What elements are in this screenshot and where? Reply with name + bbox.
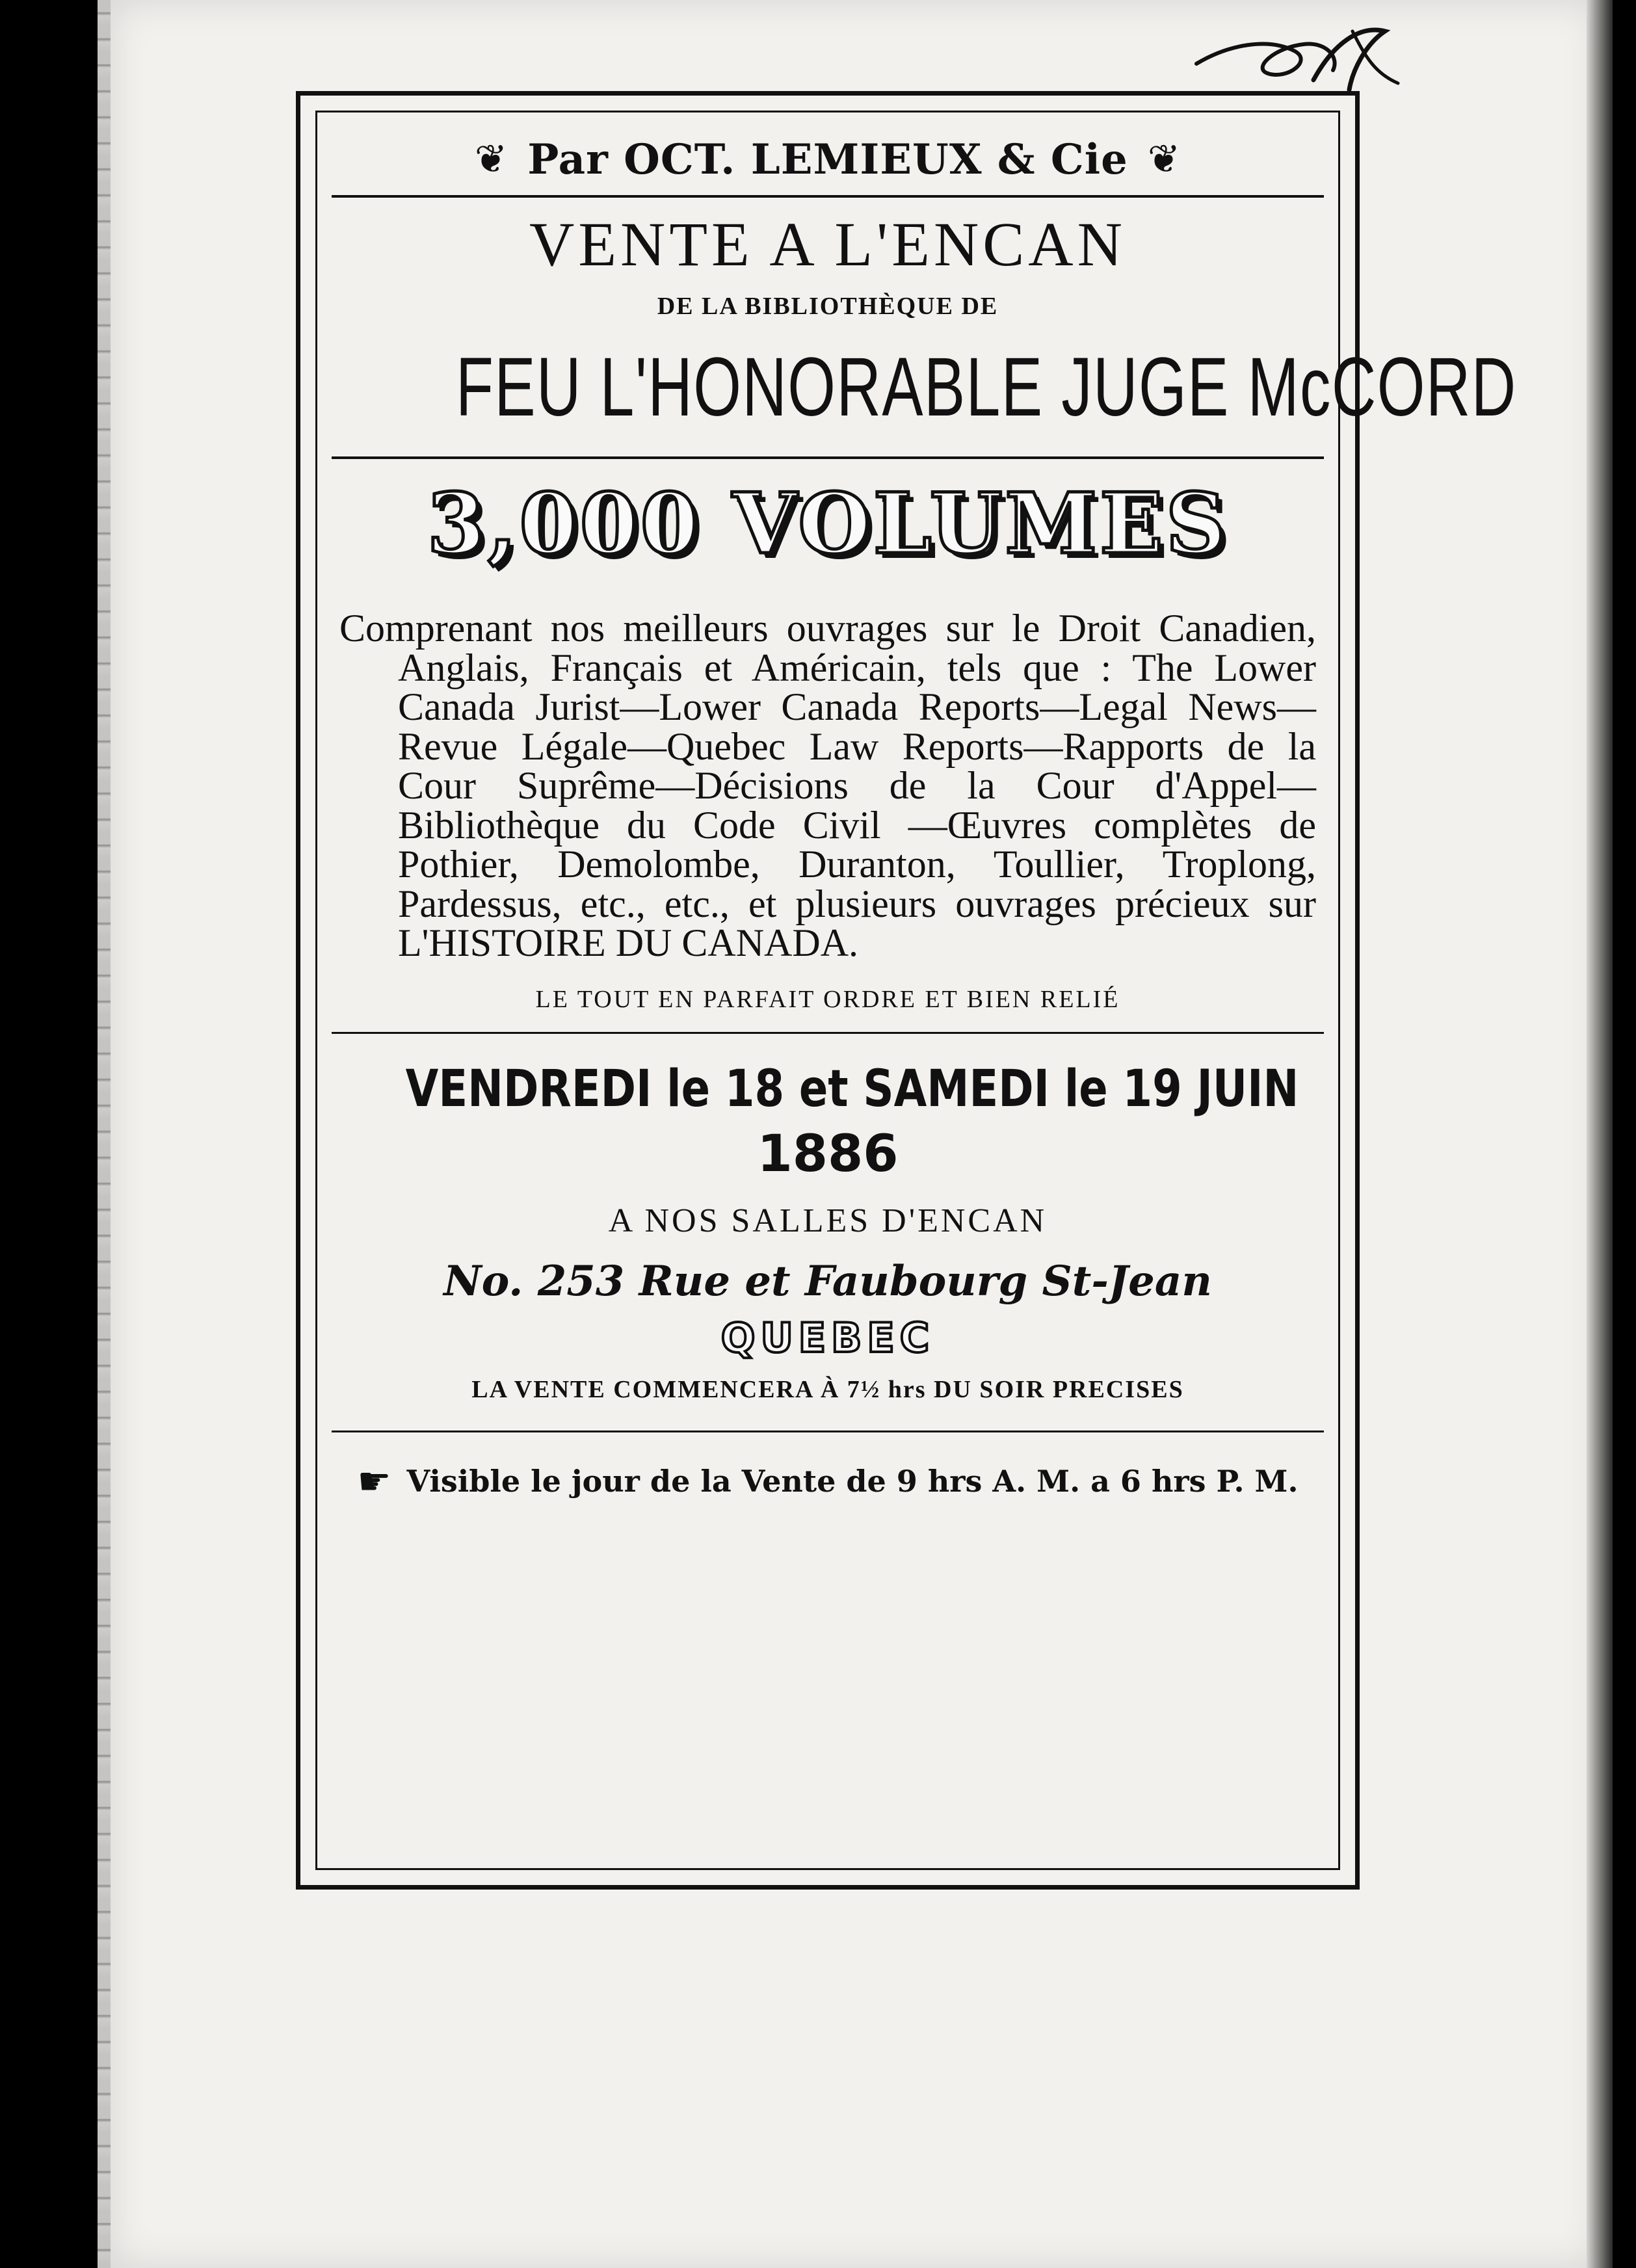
poster-content: [325, 124, 1517, 1530]
address-line: No. 253 Rue et Faubourg St-Jean: [443, 1256, 1212, 1306]
volumes-heading: 3,000 VOLUMES: [427, 475, 1229, 573]
handwritten-signature: [1190, 18, 1405, 96]
publisher-text: Par OCT. LEMIEUX & Cie: [527, 135, 1128, 184]
sale-dates: VENDREDI le 18 et SAMEDI le 19 JUIN: [405, 1059, 1299, 1118]
title-vente: VENTE A L'ENCAN: [529, 209, 1126, 279]
fleuron-icon: ❦: [1147, 137, 1181, 182]
divider-rule: [332, 1032, 1324, 1034]
start-time-line: LA VENTE COMMENCERA À 7½ hrs DU SOIR PRECISES: [471, 1375, 1184, 1403]
sale-year: 1886: [757, 1124, 899, 1183]
subtitle-bibliotheque: DE LA BIBLIOTHÈQUE DE: [657, 293, 999, 320]
city-name: QUEBEC: [720, 1313, 935, 1362]
description-paragraph: Comprenant nos meilleurs ouvrages sur le Droit Canadien, Anglais, Français et Américain, tels que : The Lower Canada Jurist—Lower Canada Reports—Legal News—Revue Légale—Quebec Law Reports—Rapports de la Cour Suprême—Décisions de la Cour d'Appel—Bibliothèque du Code Civil —Œuvres complètes de Pothier, Demolombe, Duranton, Toullier, Troplong, Pardessus, etc., etc., et plusieurs ouvrages précieux sur L'HISTOIRE DU CANADA.: [339, 607, 1316, 964]
publisher-line: [325, 124, 1330, 195]
condition-line: LE TOUT EN PARFAIT ORDRE ET BIEN RELIÉ: [535, 985, 1120, 1013]
venue-line: A NOS SALLES D'ENCAN: [608, 1202, 1048, 1239]
viewing-hours-line: [325, 1432, 1330, 1530]
fleuron-icon: ❦: [474, 137, 508, 182]
paper-edge-right: [1587, 0, 1613, 2268]
viewing-hours-text: Visible le jour de la Vente de 9 hrs A. M. a 6 hrs P. M.: [406, 1463, 1299, 1499]
divider-rule: [332, 195, 1324, 198]
pointing-hand-icon: ☛: [357, 1458, 391, 1503]
title-judge-name: FEU L'HONORABLE JUGE McCORD: [455, 341, 1517, 434]
